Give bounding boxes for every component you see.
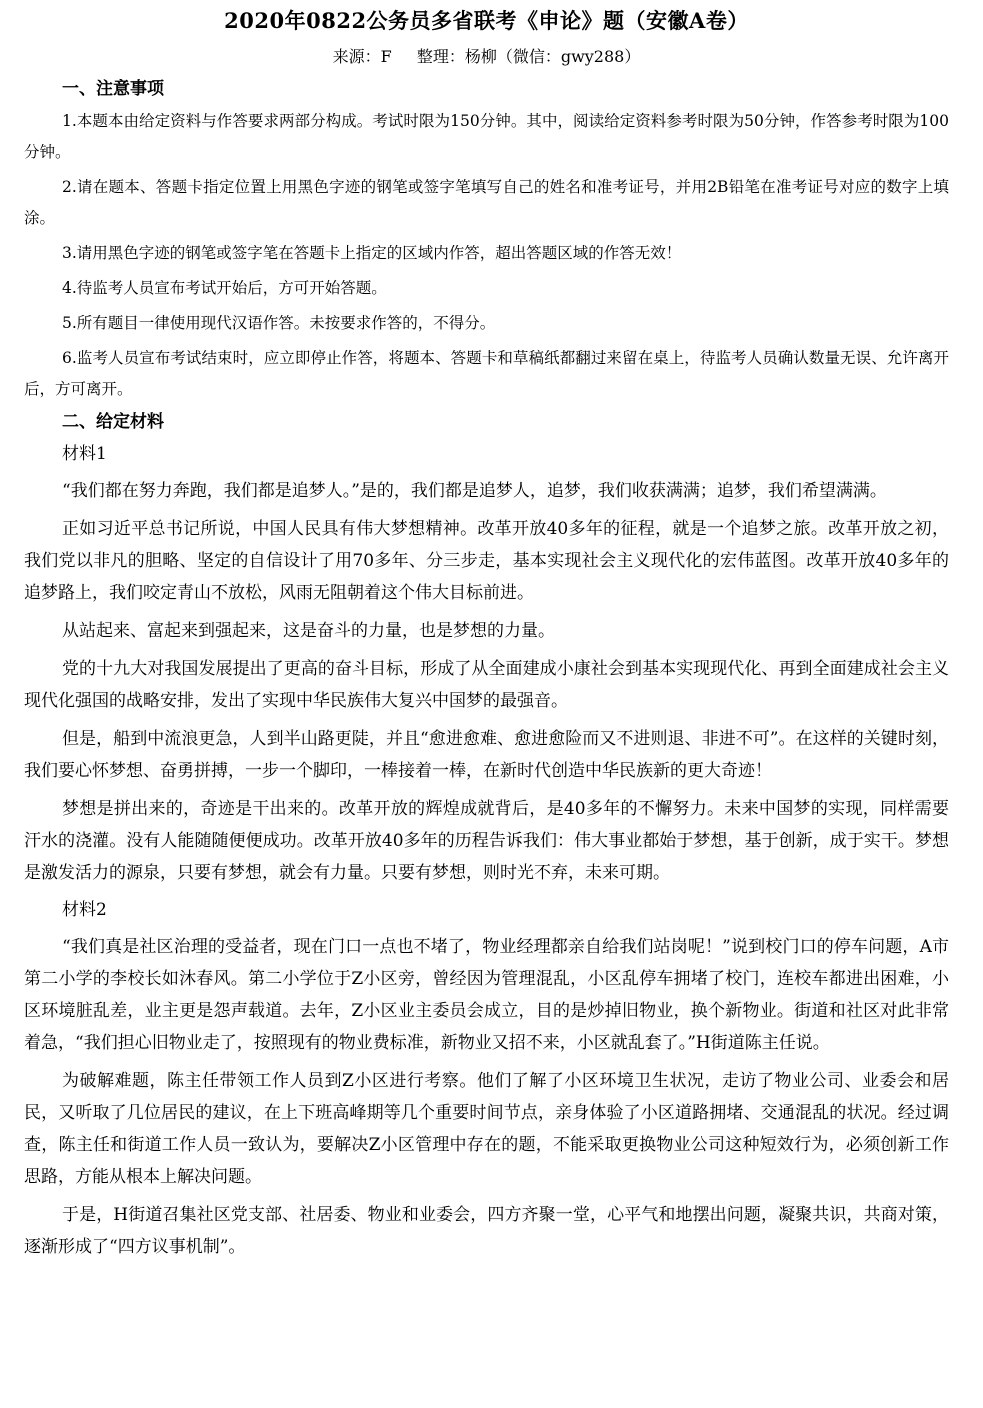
- material-paragraph: 但是，船到中流浪更急，人到半山路更陡，并且“愈进愈难、愈进愈险而又不进则退、非进不可”。在这样的关键时刻，我们要心怀梦想、奋勇拼搏，一步一个脚印，一棒接着一棒，在新时代创造中华民族新的更大奇迹！: [24, 729, 949, 781]
- material-paragraph: 梦想是拼出来的，奇迹是干出来的。改革开放的辉煌成就背后，是40多年的不懈努力。未来中国梦的实现，同样需要汗水的浇灌。没有人能随随便便成功。改革开放40多年的历程告诉我们：伟大事业都始于梦想，基于创新，成于实干。梦想是激发活力的源泉，只要有梦想，就会有力量。只要有梦想，则时光不弃，未来可期。: [24, 799, 949, 883]
- material-2-body: [24, 931, 949, 1263]
- material-paragraph: 党的十九大对我国发展提出了更高的奋斗目标，形成了从全面建成小康社会到基本实现现代化、再到全面建成社会主义现代化强国的战略安排，发出了实现中华民族伟大复兴中国梦的最强音。: [24, 659, 949, 711]
- notes-list: [24, 106, 949, 405]
- material-paragraph: 于是，H街道召集社区党支部、社居委、物业和业委会，四方齐聚一堂，心平气和地摆出问题，凝聚共识，共商对策，逐渐形成了“四方议事机制”。: [24, 1205, 949, 1257]
- material-1-title: 材料1: [62, 444, 107, 464]
- note-item: 5.所有题目一律使用现代汉语作答。未按要求作答的，不得分。: [62, 314, 496, 332]
- material-paragraph: “我们真是社区治理的受益者，现在门口一点也不堵了，物业经理都亲自给我们站岗呢！”说到校门口的停车问题，A市第二小学的李校长如沐春风。第二小学位于Z小区旁，曾经因为管理混乱，小区乱停车拥堵了校门，连校车都进出困难，小区环境脏乱差，业主更是怨声载道。去年，Z小区业主委员会成立，目的是炒掉旧物业，换个新物业。街道和社区对此非常着急，“我们担心旧物业走了，按照现有的物业费标准，新物业又招不来，小区就乱套了。”H街道陈主任说。: [24, 937, 949, 1053]
- note-item: 4.待监考人员宣布考试开始后，方可开始答题。: [62, 279, 387, 297]
- note-item: 3.请用黑色字迹的钢笔或签字笔在答题卡上指定的区域内作答，超出答题区域的作答无效！: [62, 244, 682, 262]
- section-heading-materials: 二、给定材料: [62, 412, 164, 432]
- organizer-label: 整理：杨柳（微信：gwy288）: [416, 47, 641, 66]
- note-item: 6.监考人员宣布考试结束时，应立即停止作答，将题本、答题卡和草稿纸都翻过来留在桌上，待监考人员确认数量无误、允许离开后，方可离开。: [24, 349, 949, 398]
- note-item: 1.本题本由给定资料与作答要求两部分构成。考试时限为150分钟。其中，阅读给定资料参考时限为50分钟，作答参考时限为100分钟。: [24, 112, 949, 161]
- material-1-body: [24, 475, 949, 889]
- section-heading-notes: 一、注意事项: [62, 79, 164, 99]
- document-title: 2020年0822公务员多省联考《申论》题（安徽A卷）: [224, 8, 749, 33]
- material-paragraph: “我们都在努力奔跑，我们都是追梦人。”是的，我们都是追梦人，追梦，我们收获满满；追梦，我们希望满满。: [62, 481, 887, 501]
- note-item: 2.请在题本、答题卡指定位置上用黑色字迹的钢笔或签字笔填写自己的姓名和准考证号，并用2B铅笔在准考证号对应的数字上填涂。: [24, 178, 949, 227]
- material-paragraph: 正如习近平总书记所说，中国人民具有伟大梦想精神。改革开放40多年的征程，就是一个追梦之旅。改革开放之初，我们党以非凡的胆略、坚定的自信设计了用70多年、分三步走，基本实现社会主义现代化的宏伟蓝图。改革开放40多年的追梦路上，我们咬定青山不放松，风雨无阻朝着这个伟大目标前进。: [24, 519, 949, 603]
- material-2-title: 材料2: [62, 900, 107, 920]
- material-paragraph: 从站起来、富起来到强起来，这是奋斗的力量，也是梦想的力量。: [62, 621, 555, 641]
- source-line: [24, 44, 949, 76]
- material-paragraph: 为破解难题，陈主任带领工作人员到Z小区进行考察。他们了解了小区环境卫生状况，走访了物业公司、业委会和居民，又听取了几位居民的建议，在上下班高峰期等几个重要时间节点，亲身体验了小区道路拥堵、交通混乱的状况。经过调查，陈主任和街道工作人员一致认为，要解决Z小区管理中存在的题，不能采取更换物业公司这种短效行为，必须创新工作思路，方能从根本上解决问题。: [24, 1071, 949, 1187]
- source-label: 来源：F: [332, 47, 392, 66]
